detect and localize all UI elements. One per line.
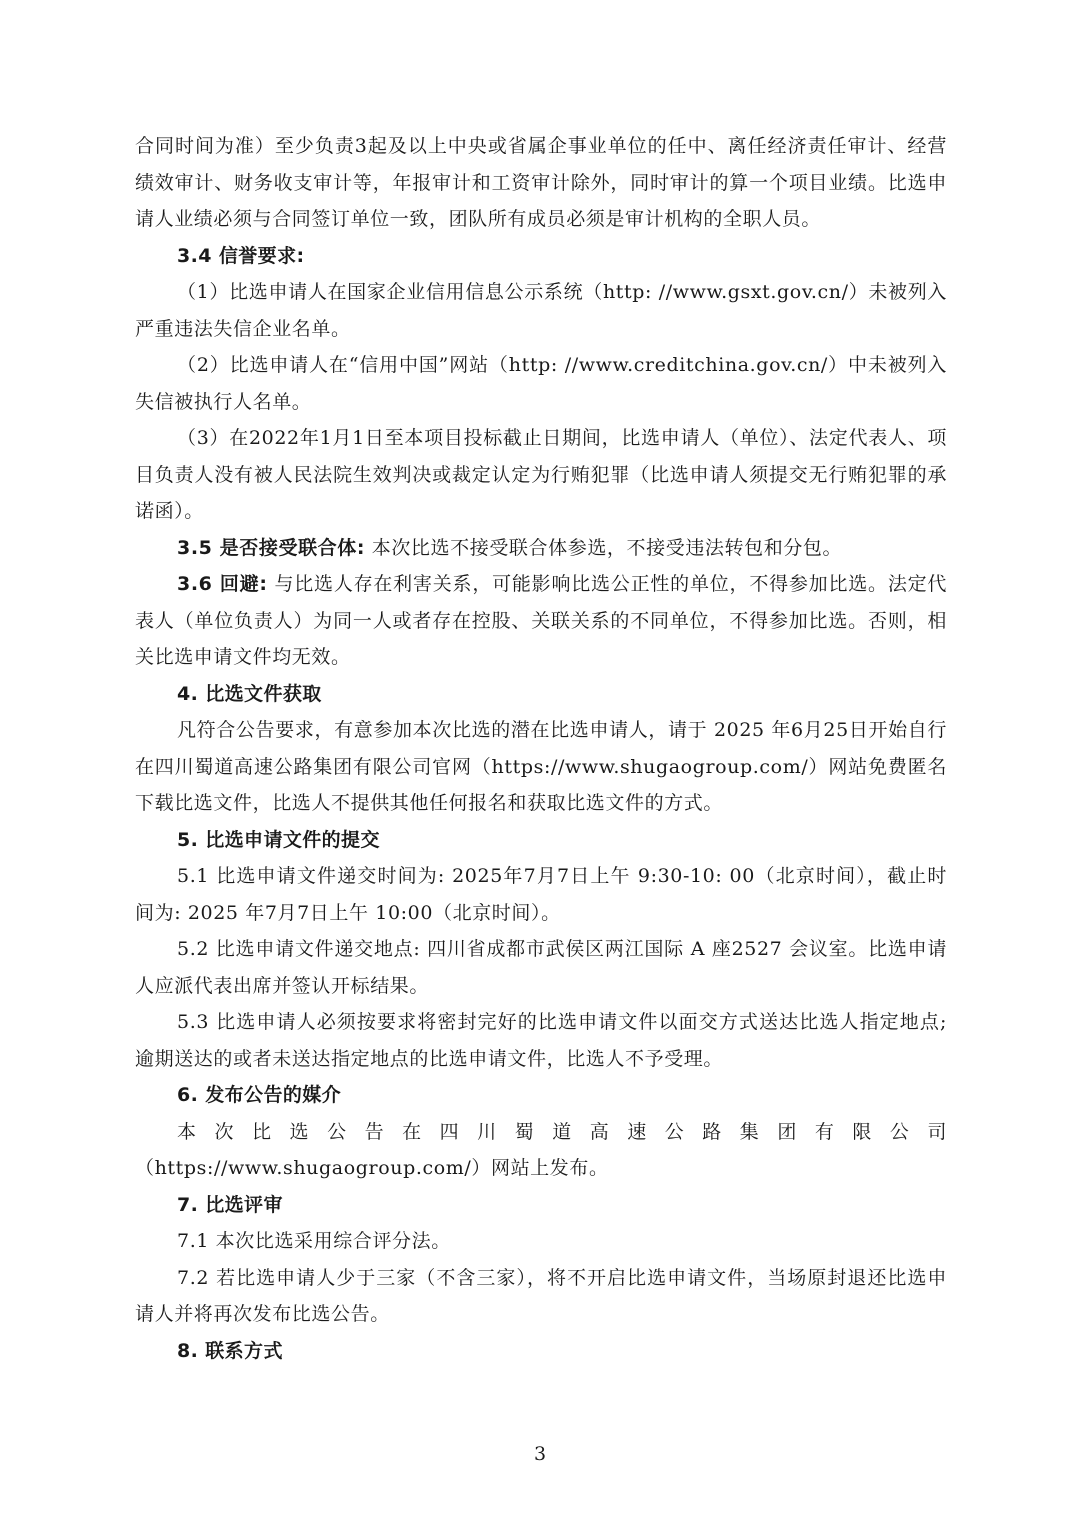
section-6-line-1: 本次比选公告在四川蜀道高速公路集团有限公司 (177, 1120, 947, 1143)
section-4-heading: 4. 比选文件获取 (177, 682, 322, 705)
section-7-2-paragraph: 7.2 若比选申请人少于三家（不含三家），将不开启比选申请文件，当场原封退还比选申请人并将再次发布比选公告。 (135, 1266, 947, 1325)
section-3-4-item-3: （3）在2022年1月1日至本项目投标截止日期间，比选申请人（单位）、法定代表人、项目负责人没有被人民法院生效判决或裁定认定为行贿犯罪（比选申请人须提交无行贿犯罪的承诺函）。 (135, 427, 947, 522)
body-text (135, 128, 947, 1369)
section-3-5-text: 本次比选不接受联合体参选，不接受违法转包和分包。 (371, 536, 843, 559)
section-7-heading: 7. 比选评审 (177, 1193, 283, 1216)
section-5-heading: 5. 比选申请文件的提交 (177, 828, 380, 851)
section-6-line-2: （https://www.shugaogroup.com/）网站上发布。 (135, 1157, 609, 1179)
section-7-1-paragraph: 7.1 本次比选采用综合评分法。 (177, 1230, 451, 1252)
continuation-paragraph: 合同时间为准）至少负责3起及以上中央或省属企事业单位的任中、离任经济责任审计、经营绩效审计、财务收支审计等，年报审计和工资审计除外，同时审计的算一个项目业绩。比选申请人业绩必须与合同签订单位一致，团队所有成员必须是审计机构的全职人员。 (135, 135, 947, 230)
section-5-2-paragraph: 5.2 比选申请文件递交地点: 四川省成都市武侯区两江国际 A 座2527 会议室。比选申请人应派代表出席并签认开标结果。 (135, 938, 947, 997)
section-3-6-lead: 3.6 回避: (177, 573, 268, 595)
section-3-4-item-2: （2）比选申请人在“信用中国”网站（http: //www.creditchina.gov.cn/）中未被列入失信被执行人名单。 (135, 354, 947, 413)
section-3-5-lead: 3.5 是否接受联合体: (177, 536, 366, 559)
section-3-5-paragraph (135, 530, 947, 567)
section-4-paragraph: 凡符合公告要求，有意参加本次比选的潜在比选申请人，请于 2025 年6月25日开始自行在四川蜀道高速公路集团有限公司官网（https://www.shugaogroup.com/）网站免费匿名下载比选文件，比选人不提供其他任何报名和获取比选文件的方式。 (135, 719, 947, 814)
section-5-1-paragraph: 5.1 比选申请文件递交时间为: 2025年7月7日上午 9:30-10: 00（北京时间），截止时间为: 2025 年7月7日上午 10:00（北京时间）。 (135, 865, 947, 924)
section-3-4-item-1: （1）比选申请人在国家企业信用信息公示系统（http: //www.gsxt.gov.cn/）未被列入严重违法失信企业名单。 (135, 281, 947, 340)
section-3-4-heading: 3.4 信誉要求: (177, 244, 305, 267)
section-3-6-text: 与比选人存在利害关系，可能影响比选公正性的单位，不得参加比选。法定代表人（单位负责人）为同一人或者存在控股、关联关系的不同单位，不得参加比选。否则，相关比选申请文件均无效。 (135, 573, 948, 668)
section-8-heading: 8. 联系方式 (177, 1339, 283, 1362)
page-number: 3 (533, 1443, 547, 1465)
section-6-heading: 6. 发布公告的媒介 (177, 1084, 342, 1106)
section-5-3-paragraph: 5.3 比选申请人必须按要求将密封完好的比选申请文件以面交方式送达比选人指定地点; 逾期送达的或者未送达指定地点的比选申请文件，比选人不予受理。 (135, 1011, 947, 1070)
section-3-6-paragraph (135, 566, 947, 676)
